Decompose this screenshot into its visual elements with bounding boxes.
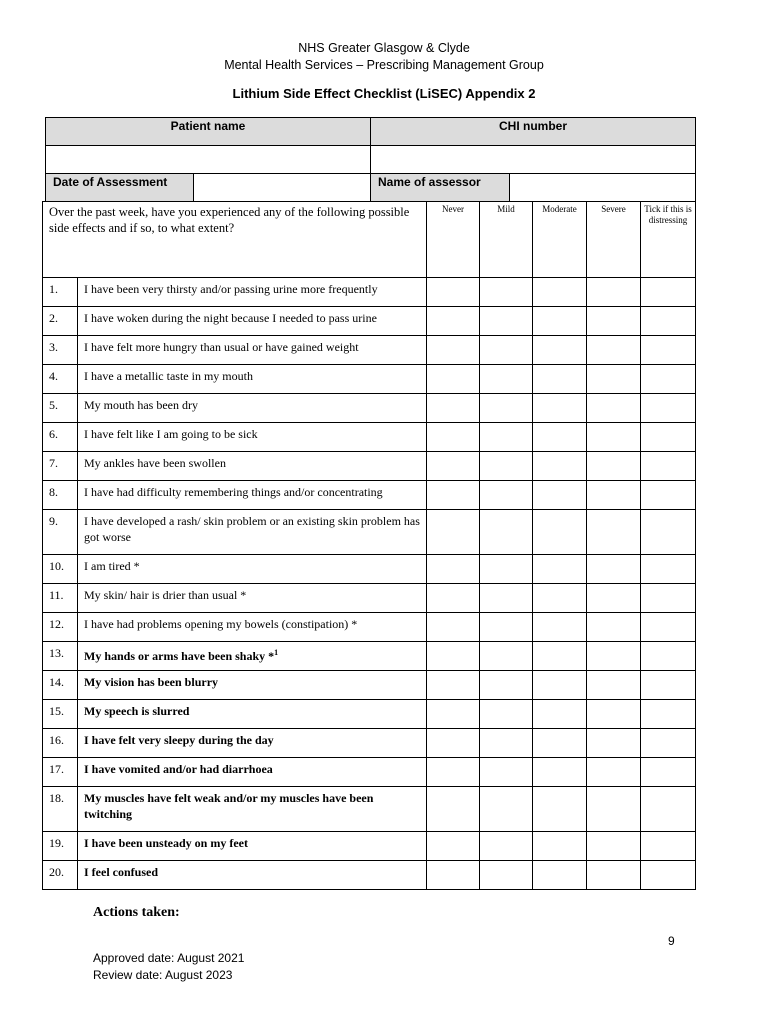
rating-cell-severe[interactable] <box>587 787 641 832</box>
item-number: 16. <box>43 729 78 758</box>
item-text-label: My muscles have felt weak and/or my muscles have been twitching <box>84 791 374 821</box>
rating-cell-severe[interactable] <box>587 423 641 452</box>
rating-cell-moderate[interactable] <box>533 510 587 555</box>
col-mild: Mild <box>480 202 533 278</box>
item-text <box>78 642 427 671</box>
chi-number-header: CHI number <box>371 118 696 146</box>
item-text-label: I have vomited and/or had diarrhoea <box>84 762 273 776</box>
item-number: 14. <box>43 671 78 700</box>
rating-cell-severe[interactable] <box>587 336 641 365</box>
rating-cell-distressing[interactable] <box>641 671 696 700</box>
page-number: 9 <box>668 934 675 948</box>
rating-cell-severe[interactable] <box>587 510 641 555</box>
item-text-label: My skin/ hair is drier than usual * <box>84 588 247 602</box>
item-number: 1. <box>43 278 78 307</box>
rating-cell-moderate[interactable] <box>533 787 587 832</box>
item-number: 2. <box>43 307 78 336</box>
checklist-row <box>43 365 696 394</box>
rating-cell-severe[interactable] <box>587 642 641 671</box>
rating-cell-mild[interactable] <box>480 787 533 832</box>
rating-cell-distressing[interactable] <box>641 729 696 758</box>
item-number: 10. <box>43 555 78 584</box>
item-number: 19. <box>43 832 78 861</box>
rating-cell-moderate[interactable] <box>533 394 587 423</box>
checklist-row <box>43 307 696 336</box>
item-text <box>78 510 427 555</box>
rating-cell-distressing[interactable] <box>641 510 696 555</box>
col-severe: Severe <box>587 202 641 278</box>
rating-cell-distressing[interactable] <box>641 642 696 671</box>
rating-cell-moderate[interactable] <box>533 555 587 584</box>
rating-cell-never[interactable] <box>427 642 480 671</box>
checklist-row <box>43 510 696 555</box>
item-text-label: I have had problems opening my bowels (constipation) * <box>84 617 358 631</box>
rating-cell-severe[interactable] <box>587 555 641 584</box>
item-text <box>78 700 427 729</box>
checklist-row <box>43 671 696 700</box>
rating-cell-mild[interactable] <box>480 365 533 394</box>
approved-date: Approved date: August 2021 <box>93 951 245 965</box>
item-number: 5. <box>43 394 78 423</box>
checklist-row <box>43 423 696 452</box>
item-text-label: I have felt like I am going to be sick <box>84 427 258 441</box>
checklist-row <box>43 613 696 642</box>
rating-cell-distressing[interactable] <box>641 278 696 307</box>
rating-cell-severe[interactable] <box>587 584 641 613</box>
rating-cell-distressing[interactable] <box>641 365 696 394</box>
item-text <box>78 613 427 642</box>
item-number: 9. <box>43 510 78 555</box>
item-text-label: My mouth has been dry <box>84 398 198 412</box>
item-number: 13. <box>43 642 78 671</box>
col-never: Never <box>427 202 480 278</box>
item-text <box>78 278 427 307</box>
item-text <box>78 452 427 481</box>
item-text-label: I have felt very sleepy during the day <box>84 733 274 747</box>
actions-taken-label: Actions taken: <box>93 905 180 920</box>
item-number: 17. <box>43 758 78 787</box>
item-text <box>78 423 427 452</box>
rating-cell-moderate[interactable] <box>533 642 587 671</box>
item-text <box>78 861 427 890</box>
rating-cell-severe[interactable] <box>587 394 641 423</box>
rating-cell-never[interactable] <box>427 555 480 584</box>
rating-cell-distressing[interactable] <box>641 700 696 729</box>
rating-cell-moderate[interactable] <box>533 452 587 481</box>
rating-cell-never[interactable] <box>427 758 480 787</box>
rating-cell-severe[interactable] <box>587 861 641 890</box>
patient-name-field[interactable] <box>46 146 371 174</box>
rating-cell-distressing[interactable] <box>641 423 696 452</box>
rating-cell-mild[interactable] <box>480 671 533 700</box>
checklist-row <box>43 642 696 671</box>
item-text <box>78 584 427 613</box>
item-text-label: My speech is slurred <box>84 704 190 718</box>
org-name: NHS Greater Glasgow & Clyde <box>298 41 470 55</box>
checklist-row <box>43 700 696 729</box>
rating-cell-mild[interactable] <box>480 452 533 481</box>
checklist-row <box>43 861 696 890</box>
col-moderate: Moderate <box>533 202 587 278</box>
item-number: 18. <box>43 787 78 832</box>
assessor-name-field[interactable] <box>510 174 696 202</box>
checklist-row <box>43 758 696 787</box>
rating-cell-severe[interactable] <box>587 307 641 336</box>
rating-cell-never[interactable] <box>427 613 480 642</box>
checklist-row <box>43 787 696 832</box>
item-text <box>78 481 427 510</box>
rating-cell-moderate[interactable] <box>533 307 587 336</box>
rating-cell-moderate[interactable] <box>533 729 587 758</box>
rating-cell-distressing[interactable] <box>641 584 696 613</box>
rating-cell-mild[interactable] <box>480 642 533 671</box>
item-number: 15. <box>43 700 78 729</box>
rating-cell-never[interactable] <box>427 729 480 758</box>
item-text <box>78 729 427 758</box>
checklist-row <box>43 278 696 307</box>
item-text-label: My ankles have been swollen <box>84 456 226 470</box>
rating-cell-distressing[interactable] <box>641 307 696 336</box>
footnote-marker: 1 <box>274 648 279 657</box>
rating-cell-never[interactable] <box>427 452 480 481</box>
rating-cell-mild[interactable] <box>480 307 533 336</box>
item-text-label: I have been unsteady on my feet <box>84 836 248 850</box>
rating-cell-moderate[interactable] <box>533 584 587 613</box>
rating-cell-severe[interactable] <box>587 365 641 394</box>
rating-cell-mild[interactable] <box>480 758 533 787</box>
chi-number-field[interactable] <box>371 146 696 174</box>
checklist-row <box>43 832 696 861</box>
rating-cell-severe[interactable] <box>587 613 641 642</box>
rating-cell-moderate[interactable] <box>533 700 587 729</box>
rating-cell-never[interactable] <box>427 278 480 307</box>
rating-cell-mild[interactable] <box>480 510 533 555</box>
rating-cell-moderate[interactable] <box>533 861 587 890</box>
rating-cell-severe[interactable] <box>587 481 641 510</box>
checklist-row <box>43 336 696 365</box>
rating-cell-never[interactable] <box>427 861 480 890</box>
rating-cell-mild[interactable] <box>480 423 533 452</box>
rating-cell-never[interactable] <box>427 307 480 336</box>
rating-cell-mild[interactable] <box>480 861 533 890</box>
item-text-label: I have developed a rash/ skin problem or an existing skin problem has got worse <box>84 514 420 544</box>
col-distressing: Tick if this is distressing <box>641 202 696 278</box>
item-text-label: I have been very thirsty and/or passing urine more frequently <box>84 282 378 296</box>
rating-cell-severe[interactable] <box>587 729 641 758</box>
rating-cell-never[interactable] <box>427 510 480 555</box>
rating-cell-moderate[interactable] <box>533 481 587 510</box>
rating-cell-mild[interactable] <box>480 278 533 307</box>
rating-cell-moderate[interactable] <box>533 613 587 642</box>
item-number: 8. <box>43 481 78 510</box>
checklist-row <box>43 555 696 584</box>
item-text <box>78 758 427 787</box>
rating-cell-never[interactable] <box>427 787 480 832</box>
item-number: 20. <box>43 861 78 890</box>
rating-cell-never[interactable] <box>427 700 480 729</box>
side-effect-checklist-table <box>42 201 696 890</box>
rating-cell-never[interactable] <box>427 423 480 452</box>
rating-cell-never[interactable] <box>427 481 480 510</box>
rating-cell-mild[interactable] <box>480 832 533 861</box>
item-text-label: I am tired * <box>84 559 140 573</box>
rating-cell-distressing[interactable] <box>641 613 696 642</box>
rating-cell-never[interactable] <box>427 336 480 365</box>
rating-cell-mild[interactable] <box>480 584 533 613</box>
rating-cell-moderate[interactable] <box>533 365 587 394</box>
rating-cell-distressing[interactable] <box>641 336 696 365</box>
item-text-label: I have woken during the night because I needed to pass urine <box>84 311 377 325</box>
org-department: Mental Health Services – Prescribing Management Group <box>224 58 544 72</box>
checklist-row <box>43 394 696 423</box>
rating-cell-distressing[interactable] <box>641 452 696 481</box>
rating-cell-distressing[interactable] <box>641 481 696 510</box>
rating-cell-severe[interactable] <box>587 671 641 700</box>
checklist-row <box>43 729 696 758</box>
item-text-label: My hands or arms have been shaky * <box>84 649 275 663</box>
rating-cell-distressing[interactable] <box>641 758 696 787</box>
rating-cell-distressing[interactable] <box>641 861 696 890</box>
item-text <box>78 832 427 861</box>
checklist-row <box>43 481 696 510</box>
item-text-label: I have had difficulty remembering things and/or concentrating <box>84 485 383 499</box>
checklist-intro: Over the past week, have you experienced any of the following possible side effects and if so, to what extent? <box>43 202 427 278</box>
item-text <box>78 671 427 700</box>
item-number: 12. <box>43 613 78 642</box>
rating-cell-mild[interactable] <box>480 481 533 510</box>
rating-cell-never[interactable] <box>427 671 480 700</box>
rating-cell-mild[interactable] <box>480 336 533 365</box>
item-text <box>78 336 427 365</box>
rating-cell-distressing[interactable] <box>641 832 696 861</box>
rating-cell-never[interactable] <box>427 365 480 394</box>
item-text-label: I have a metallic taste in my mouth <box>84 369 253 383</box>
item-text <box>78 555 427 584</box>
item-number: 6. <box>43 423 78 452</box>
checklist-row <box>43 584 696 613</box>
item-text <box>78 787 427 832</box>
patient-info-table <box>45 117 696 202</box>
rating-cell-moderate[interactable] <box>533 832 587 861</box>
rating-cell-mild[interactable] <box>480 729 533 758</box>
rating-cell-never[interactable] <box>427 832 480 861</box>
date-of-assessment-field[interactable] <box>194 174 371 202</box>
item-text <box>78 307 427 336</box>
item-text-label: I have felt more hungry than usual or have gained weight <box>84 340 359 354</box>
review-date: Review date: August 2023 <box>93 968 233 982</box>
patient-name-header: Patient name <box>46 118 371 146</box>
rating-cell-never[interactable] <box>427 584 480 613</box>
rating-cell-moderate[interactable] <box>533 671 587 700</box>
rating-cell-mild[interactable] <box>480 394 533 423</box>
rating-cell-severe[interactable] <box>587 832 641 861</box>
rating-cell-severe[interactable] <box>587 278 641 307</box>
rating-cell-mild[interactable] <box>480 555 533 584</box>
rating-cell-moderate[interactable] <box>533 423 587 452</box>
item-text <box>78 365 427 394</box>
rating-cell-distressing[interactable] <box>641 787 696 832</box>
rating-cell-moderate[interactable] <box>533 758 587 787</box>
item-number: 7. <box>43 452 78 481</box>
item-text-label: I feel confused <box>84 865 158 879</box>
rating-cell-moderate[interactable] <box>533 278 587 307</box>
item-number: 11. <box>43 584 78 613</box>
rating-cell-severe[interactable] <box>587 758 641 787</box>
rating-cell-severe[interactable] <box>587 452 641 481</box>
rating-cell-never[interactable] <box>427 394 480 423</box>
checklist-row <box>43 452 696 481</box>
assessor-name-label: Name of assessor <box>371 174 510 202</box>
rating-cell-mild[interactable] <box>480 700 533 729</box>
item-number: 3. <box>43 336 78 365</box>
rating-cell-moderate[interactable] <box>533 336 587 365</box>
rating-cell-mild[interactable] <box>480 613 533 642</box>
date-of-assessment-label: Date of Assessment <box>46 174 194 202</box>
rating-cell-severe[interactable] <box>587 700 641 729</box>
document-title: Lithium Side Effect Checklist (LiSEC) Appendix 2 <box>232 86 536 101</box>
item-text <box>78 394 427 423</box>
rating-cell-distressing[interactable] <box>641 394 696 423</box>
rating-cell-distressing[interactable] <box>641 555 696 584</box>
item-number: 4. <box>43 365 78 394</box>
item-text-label: My vision has been blurry <box>84 675 219 689</box>
